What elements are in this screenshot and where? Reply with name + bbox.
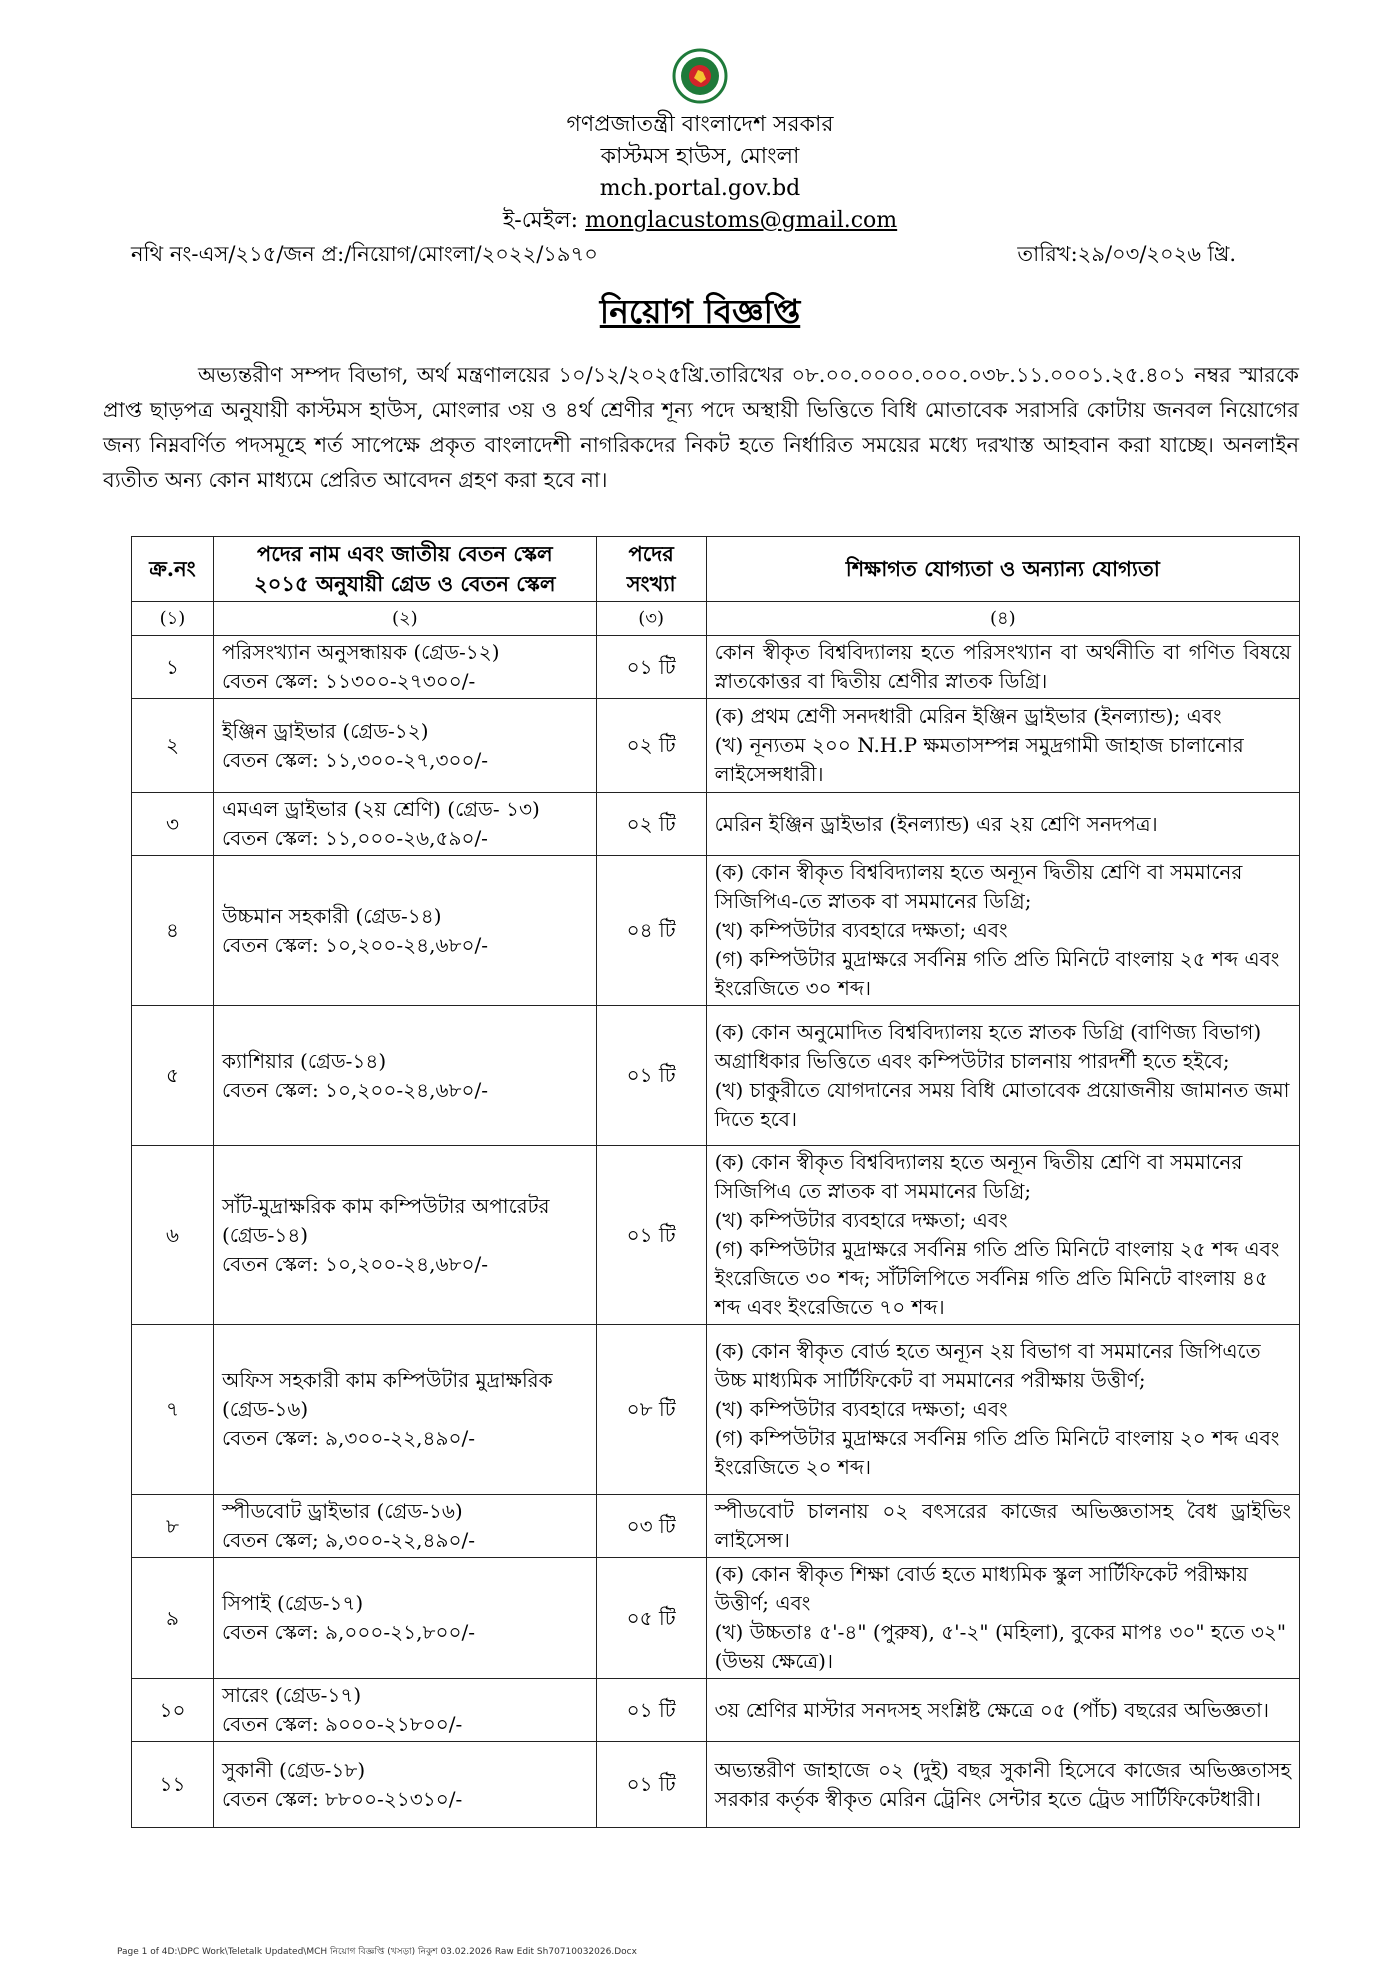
pay-scale: বেতন স্কেল: ১১৩০০-২৭৩০০/- <box>221 669 476 693</box>
row-qualification <box>706 1558 1299 1679</box>
page-footer: Page 1 of 4D:\DPC Work\Teletalk Updated\MCH নিয়োগ বিজ্ঞপ্তি (খসড়া) নিকুশ 03.02.2026 Raw Edit Sh70710032026.Docx <box>117 1947 637 1957</box>
notice-date: তারিখ:২৯/০৩/২০২৬ খ্রি. <box>1017 242 1236 266</box>
intro-paragraph: অভ্যন্তরীণ সম্পদ বিভাগ, অর্থ মন্ত্রণালয়ের ১০/১২/২০২৫খ্রি.তারিখের ০৮.০০.০০০০.০০০.০৩৮.১১.০০০১.২৫.৪০১ নম্বর স্মারকে প্রাপ্ত ছাড়পত্র অনুযায়ী কাস্টমস হাউস, মোংলার ৩য় ও ৪র্থ শ্রেণীর শূন্য পদে অস্থায়ী ভিত্তিতে বিধি মোতাবেক সরাসরি কোটায় জনবল নিয়োগের জন্য নিম্নবর্ণিত পদসমূহে শর্ত সাপেক্ষে প্রকৃত বাংলাদেশী নাগরিকদের নিকট হতে নির্ধারিত সময়ের মধ্যে দরখাস্ত আহবান করা যাচ্ছে। অনলাইন ব্যতীত অন্য কোন মাধ্যমে প্রেরিত আবেদন গ্রহণ করা হবে না। <box>103 363 1299 492</box>
header-post-line2: ২০১৫ অনুযায়ী গ্রেড ও বেতন স্কেল <box>254 571 556 596</box>
vacancy-table <box>131 536 1300 1828</box>
qualification-item: (ক) প্রথম শ্রেণী সনদধারী মেরিন ইঞ্জিন ড্রাইভার (ইনল্যান্ড); এবং <box>714 704 1222 728</box>
column-number-row <box>132 602 1300 636</box>
row-qualification <box>706 1679 1299 1742</box>
pay-scale: বেতন স্কেল: ১০,২০০-২৪,৬৮০/- <box>221 1251 488 1276</box>
row-serial: ৭ <box>132 1325 214 1495</box>
qualification-item: (খ) উচ্চতাঃ ৫'-৪" (পুরুষ), ৫'-২" (মহিলা), বুকের মাপঃ ৩০" হতে ৩২" (উভয় ক্ষেত্রে)। <box>714 1620 1287 1673</box>
table-header-row <box>132 537 1300 602</box>
row-post <box>213 1325 596 1495</box>
row-serial: ১ <box>132 636 214 699</box>
row-count: ০৪ টি <box>596 856 706 1006</box>
qualification-item: কোন স্বীকৃত বিশ্ববিদ্যালয় হতে পরিসংখ্যান বা অর্থনীতি বা গণিত বিষয়ে স্নাতকোত্তর বা দ্বিতীয় শ্রেণীর স্নাতক ডিগ্রি। <box>714 640 1291 693</box>
post-name: স্পীডবোট ড্রাইভার (গ্রেড-১৬) <box>221 1499 463 1523</box>
pay-scale: বেতন স্কেল: ১০,২০০-২৪,৬৮০/- <box>221 1077 488 1102</box>
post-name: অফিস সহকারী কাম কম্পিউটার মুদ্রাক্ষরিক (গ্রেড-১৬) <box>221 1368 553 1421</box>
row-qualification <box>706 1146 1299 1325</box>
header-count-line1: পদের <box>628 541 674 566</box>
qualification-item: (খ) কম্পিউটার ব্যবহারে দক্ষতা; এবং <box>714 918 1008 942</box>
row-count: ০১ টি <box>596 1006 706 1146</box>
qualification-item: (ক) কোন স্বীকৃত বিশ্ববিদ্যালয় হতে অন্যূন দ্বিতীয় শ্রেণি বা সমমানের সিজিপিএ-তে স্নাতক বা সমমানের ডিগ্রি; <box>714 860 1243 913</box>
email-link[interactable]: monglacustoms@gmail.com <box>585 208 898 233</box>
post-name: ক্যাশিয়ার (গ্রেড-১৪) <box>221 1048 387 1073</box>
row-serial: ২ <box>132 699 214 793</box>
row-qualification <box>706 1495 1299 1558</box>
row-serial: ১১ <box>132 1742 214 1828</box>
col-number: (৩) <box>596 602 706 636</box>
row-post <box>213 1558 596 1679</box>
row-post <box>213 1742 596 1828</box>
table-row <box>132 636 1300 699</box>
row-qualification <box>706 793 1299 856</box>
row-post <box>213 1679 596 1742</box>
row-qualification <box>706 699 1299 793</box>
header-office: কাস্টমস হাউস, মোংলা <box>600 144 800 169</box>
pay-scale: বেতন স্কেল: ৮৮০০-২১৩১০/- <box>221 1786 463 1811</box>
qualification-item: অভ্যন্তরীণ জাহাজে ০২ (দুই) বছর সুকানী হিসেবে কাজের অভিজ্ঞতাসহ সরকার কর্তৃক স্বীকৃত মেরিন ট্রেনিং সেন্টার হতে ট্রেড সার্টিফিকেটধারী। <box>714 1757 1291 1811</box>
row-post <box>213 699 596 793</box>
pay-scale: বেতন স্কেল; ৯,৩০০-২২,৪৯০/- <box>221 1528 475 1552</box>
row-qualification <box>706 1006 1299 1146</box>
email-label: ই-মেইল: <box>502 208 586 233</box>
table-row <box>132 699 1300 793</box>
table-row <box>132 1495 1300 1558</box>
post-name: ইঞ্জিন ড্রাইভার (গ্রেড-১২) <box>221 718 429 743</box>
table-row <box>132 1679 1300 1742</box>
table-row <box>132 793 1300 856</box>
row-qualification <box>706 1325 1299 1495</box>
qualification-item: (খ) কম্পিউটার ব্যবহারে দক্ষতা; এবং <box>714 1208 1008 1232</box>
pay-scale: বেতন স্কেল: ১০,২০০-২৪,৬৮০/- <box>221 932 488 957</box>
pay-scale: বেতন স্কেল: ৯,৩০০-২২,৪৯০/- <box>221 1426 475 1450</box>
qualification-item: (খ) কম্পিউটার ব্যবহারে দক্ষতা; এবং <box>714 1397 1008 1421</box>
row-count: ০১ টি <box>596 1679 706 1742</box>
pay-scale: বেতন স্কেল: ৯০০০-২১৮০০/- <box>221 1712 463 1736</box>
qualification-item: (খ) নূন্যতম ২০০ N.H.P ক্ষমতাসম্পন্ন সমুদ্রগামী জাহাজ চালানোর লাইসেন্সধারী। <box>714 733 1244 786</box>
pay-scale: বেতন স্কেল: ৯,০০০-২১,৮০০/- <box>221 1620 475 1644</box>
qualification-item: (খ) চাকুরীতে যোগদানের সময় বিধি মোতাবেক প্রয়োজনীয় জামানত জমা দিতে হবে। <box>714 1077 1290 1131</box>
col-number: (৪) <box>706 602 1299 636</box>
header-post-line1: পদের নাম এবং জাতীয় বেতন স্কেল <box>257 541 553 566</box>
table-row <box>132 1146 1300 1325</box>
row-count: ০৮ টি <box>596 1325 706 1495</box>
table-body <box>132 636 1300 1828</box>
col-number: (১) <box>132 602 214 636</box>
qualification-item: (গ) কম্পিউটার মুদ্রাক্ষরে সর্বনিম্ন গতি প্রতি মিনিটে বাংলায় ২৫ শব্দ এবং ইংরেজিতে ৩০ শব্দ; সাঁটলিপিতে সর্বনিম্ন গতি প্রতি মিনিটে বাংলায় ৪৫ শব্দ এবং ইংরেজিতে ৭০ শব্দ। <box>714 1237 1280 1319</box>
post-name: পরিসংখ্যান অনুসন্ধায়ক (গ্রেড-১২) <box>221 640 500 664</box>
header-qualification: শিক্ষাগত যোগ্যতা ও অন্যান্য যোগ্যতা <box>706 537 1299 602</box>
row-post <box>213 1146 596 1325</box>
table-row <box>132 1742 1300 1828</box>
row-post <box>213 793 596 856</box>
table-row <box>132 1006 1300 1146</box>
table-row <box>132 1558 1300 1679</box>
header-serial: ক্র.নং <box>132 537 214 602</box>
post-name: সারেং (গ্রেড-১৭) <box>221 1683 362 1707</box>
col-number: (২) <box>213 602 596 636</box>
row-count: ০৫ টি <box>596 1558 706 1679</box>
table-row <box>132 856 1300 1006</box>
header-email-line <box>0 206 1400 236</box>
page-title: নিয়োগ বিজ্ঞপ্তি <box>599 292 801 331</box>
row-post <box>213 636 596 699</box>
government-seal-icon <box>672 48 728 104</box>
file-number: নথি নং-এস/২১৫/জন প্র:/নিয়োগ/মোংলা/২০২২/১৯৭০ <box>131 242 598 266</box>
post-name: এমএল ড্রাইভার (২য় শ্রেণি) (গ্রেড- ১৩) <box>221 797 540 821</box>
post-name: উচ্চমান সহকারী (গ্রেড-১৪) <box>221 903 442 928</box>
header-count-line2: সংখ্যা <box>626 571 676 596</box>
header-count <box>596 537 706 602</box>
qualification-item: (ক) কোন স্বীকৃত শিক্ষা বোর্ড হতে মাধ্যমিক স্কুল সার্টিফিকেট পরীক্ষায় উত্তীর্ণ; এবং <box>714 1562 1249 1615</box>
pay-scale: বেতন স্কেল: ১১,০০০-২৬,৫৯০/- <box>221 826 488 850</box>
row-count: ০১ টি <box>596 1146 706 1325</box>
header-post <box>213 537 596 602</box>
table-row <box>132 1325 1300 1495</box>
qualification-item: (গ) কম্পিউটার মুদ্রাক্ষরে সর্বনিম্ন গতি প্রতি মিনিটে বাংলায় ২৫ শব্দ এবং ইংরেজিতে ৩০ শব্দ। <box>714 947 1280 1000</box>
qualification-item: (ক) কোন স্বীকৃত বোর্ড হতে অন্যূন ২য় বিভাগ বা সমমানের জিপিএতে উচ্চ মাধ্যমিক সার্টিফিকেট বা সমমানের পরীক্ষায় উত্তীর্ণ; <box>714 1339 1261 1392</box>
row-count: ০৩ টি <box>596 1495 706 1558</box>
row-qualification <box>706 1742 1299 1828</box>
header-website[interactable]: mch.portal.gov.bd <box>599 176 801 201</box>
row-post <box>213 856 596 1006</box>
qualification-item: (গ) কম্পিউটার মুদ্রাক্ষরে সর্বনিম্ন গতি প্রতি মিনিটে বাংলায় ২০ শব্দ এবং ইংরেজিতে ২০ শব্দ। <box>714 1426 1280 1479</box>
row-qualification <box>706 856 1299 1006</box>
row-serial: ১০ <box>132 1679 214 1742</box>
qualification-item: (ক) কোন স্বীকৃত বিশ্ববিদ্যালয় হতে অন্যূন দ্বিতীয় শ্রেণি বা সমমানের সিজিপিএ তে স্নাতক বা সমমানের ডিগ্রি; <box>714 1150 1243 1203</box>
row-count: ০২ টি <box>596 793 706 856</box>
post-name: সিপাই (গ্রেড-১৭) <box>221 1591 364 1615</box>
row-post <box>213 1006 596 1146</box>
qualification-item: স্পীডবোট চালনায় ০২ বৎসরের কাজের অভিজ্ঞতাসহ বৈধ ড্রাইভিং লাইসেন্স। <box>714 1499 1291 1552</box>
row-serial: ৫ <box>132 1006 214 1146</box>
row-count: ০১ টি <box>596 1742 706 1828</box>
row-serial: ৮ <box>132 1495 214 1558</box>
pay-scale: বেতন স্কেল: ১১,৩০০-২৭,৩০০/- <box>221 747 488 772</box>
qualification-item: ৩য় শ্রেণির মাস্টার সনদসহ সংশ্লিষ্ট ক্ষেত্রে ০৫ (পাঁচ) বছরের অভিজ্ঞতা। <box>714 1697 1270 1722</box>
row-serial: ৪ <box>132 856 214 1006</box>
header-government: গণপ্রজাতন্ত্রী বাংলাদেশ সরকার <box>566 112 834 137</box>
row-serial: ৩ <box>132 793 214 856</box>
row-serial: ৯ <box>132 1558 214 1679</box>
row-serial: ৬ <box>132 1146 214 1325</box>
post-name: সাঁট-মুদ্রাক্ষরিক কাম কম্পিউটার অপারেটর (গ্রেড-১৪) <box>221 1193 550 1247</box>
post-name: সুকানী (গ্রেড-১৮) <box>221 1757 366 1782</box>
row-count: ০২ টি <box>596 699 706 793</box>
row-post <box>213 1495 596 1558</box>
qualification-item: মেরিন ইঞ্জিন ড্রাইভার (ইনল্যান্ড) এর ২য় শ্রেণি সনদপত্র। <box>714 811 1158 836</box>
row-count: ০১ টি <box>596 636 706 699</box>
row-qualification <box>706 636 1299 699</box>
qualification-item: (ক) কোন অনুমোদিত বিশ্ববিদ্যালয় হতে স্নাতক ডিগ্রি (বাণিজ্য বিভাগ) অগ্রাধিকার ভিত্তিতে এবং কম্পিউটার চালনায় পারদর্শী হতে হইবে; <box>714 1019 1262 1073</box>
